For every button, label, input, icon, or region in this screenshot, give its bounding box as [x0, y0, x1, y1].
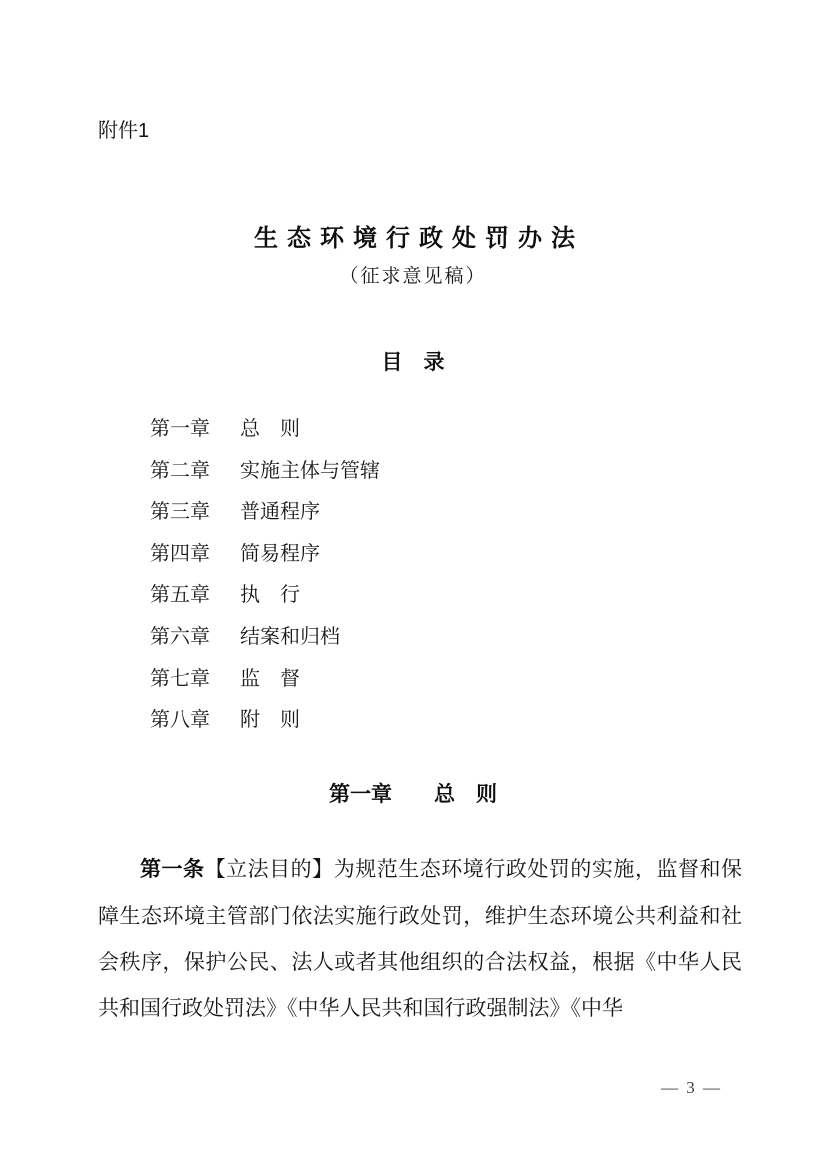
document-subtitle: （征求意见稿）	[339, 266, 487, 287]
toc-chapter-title: 总 则	[240, 418, 300, 440]
toc-item-chapter-6	[150, 617, 380, 659]
toc-item-chapter-1	[150, 409, 380, 451]
toc-chapter-title: 简易程序	[240, 542, 320, 565]
toc-item-chapter-2	[150, 451, 380, 493]
toc-item-chapter-8	[150, 700, 380, 742]
toc-chapter-title: 执 行	[240, 584, 300, 607]
article-number: 第一条	[140, 858, 205, 881]
page-number: — 3 —	[661, 1078, 722, 1097]
toc-chapter-number: 第五章	[150, 584, 210, 607]
toc-chapter-number: 第三章	[150, 501, 210, 524]
toc-item-chapter-7	[150, 659, 380, 701]
toc-chapter-title: 结案和归档	[240, 625, 340, 648]
toc-chapter-number: 第七章	[150, 667, 210, 690]
toc-item-chapter-5	[150, 575, 380, 617]
toc-list	[150, 409, 380, 742]
toc-item-chapter-4	[150, 534, 380, 576]
article-text: 为规范生态环境行政处罚的实施，监督和保障生态环境主管部门依法实施行政处罚，维护生态环境公共利益和社会秩序，保护公民、法人或者其他组织的合法权益，根据《中华人民共和国行政处罚法》《中华人民共和国行政强制法》《中华	[98, 857, 743, 1020]
toc-chapter-title: 实施主体与管辖	[240, 459, 380, 482]
toc-chapter-title: 监 督	[240, 667, 300, 690]
toc-chapter-number: 第二章	[150, 459, 210, 482]
toc-chapter-number: 第六章	[150, 625, 210, 648]
document-title: 生态环境行政处罚办法	[254, 225, 584, 253]
toc-chapter-title: 普通程序	[240, 501, 320, 524]
toc-chapter-number: 第一章	[150, 418, 210, 440]
toc-item-chapter-3	[150, 492, 380, 534]
toc-heading: 目 录	[381, 351, 445, 374]
article-one-paragraph	[98, 846, 742, 1031]
toc-chapter-number: 第四章	[150, 542, 210, 565]
attachment-label: 附件1	[98, 120, 150, 142]
article-tag: 【立法目的】	[204, 857, 334, 881]
toc-chapter-title: 附 则	[240, 709, 300, 732]
chapter-one-heading: 第一章 总 则	[329, 783, 497, 806]
toc-chapter-number: 第八章	[150, 709, 210, 732]
